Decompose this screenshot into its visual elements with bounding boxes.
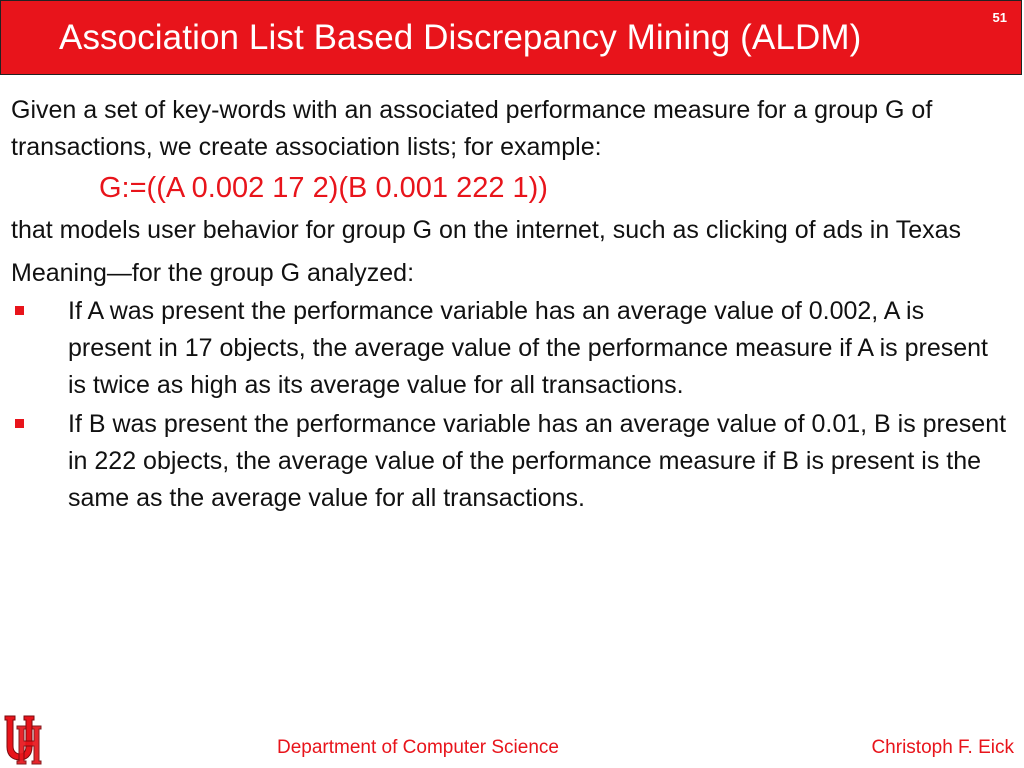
intro-paragraph: Given a set of key-words with an associated performance measure for a group G of transactions, we create association lists; for example: bbox=[11, 96, 933, 161]
models-paragraph: that models user behavior for group G on the internet, such as clicking of ads in Texas bbox=[11, 216, 962, 244]
slide-body bbox=[11, 92, 1011, 519]
slide-number: 51 bbox=[992, 10, 1007, 25]
title-bar bbox=[0, 0, 1022, 75]
bullet-item bbox=[11, 406, 1011, 517]
bullet-square-icon bbox=[15, 419, 24, 428]
bullet-text: If B was present the performance variable has an average value of 0.01, B is present in 222 objects, the average value of the performance measure if B is present is the same as the average value for all transactions. bbox=[68, 410, 1007, 512]
bullet-item bbox=[11, 293, 1011, 404]
meaning-paragraph: Meaning—for the group G analyzed: bbox=[11, 259, 415, 287]
uh-logo-icon bbox=[3, 712, 45, 768]
footer-department: Department of Computer Science bbox=[277, 737, 559, 758]
bullet-square-icon bbox=[15, 306, 24, 315]
bullet-list bbox=[11, 293, 1011, 517]
bullet-text: If A was present the performance variable has an average value of 0.002, A is present in 17 objects, the average value of the performance measure if A is present is twice as high as its average value for all transactions. bbox=[68, 297, 988, 399]
slide-title: Association List Based Discrepancy Mining (ALDM) bbox=[59, 18, 862, 57]
footer-author: Christoph F. Eick bbox=[871, 737, 1014, 758]
association-list-formula: G:=((A 0.002 17 2)(B 0.001 222 1)) bbox=[99, 172, 548, 204]
